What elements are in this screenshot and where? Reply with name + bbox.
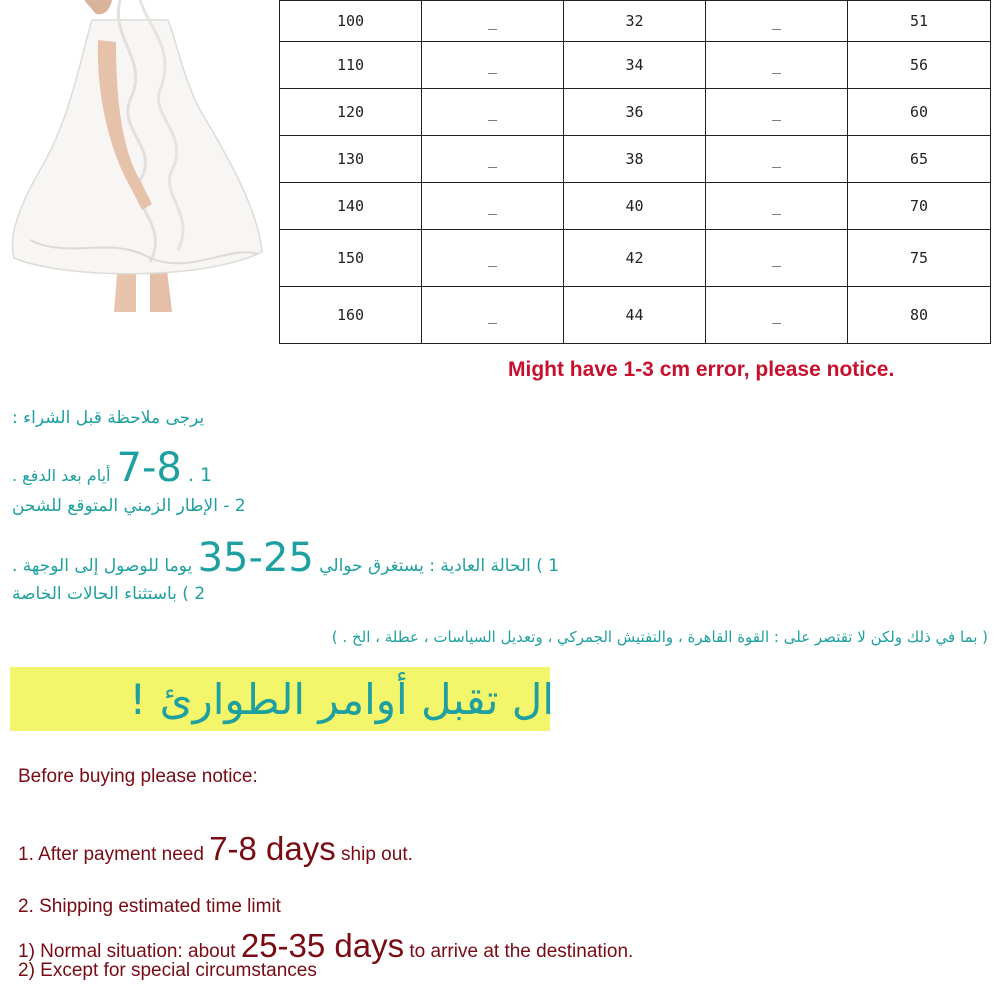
bust-cell: 34 — [564, 42, 706, 89]
no-urgent-orders-banner — [10, 667, 554, 731]
table-row — [280, 136, 991, 183]
arabic-intro: يرجى ملاحظة قبل الشراء : — [12, 408, 205, 428]
arabic-item-2: 2 - الإطار الزمني المتوقع للشحن — [12, 496, 246, 516]
dash-cell: _ — [422, 89, 564, 136]
english-item-2: 2. Shipping estimated time limit — [18, 896, 281, 917]
dash-cell: _ — [706, 89, 848, 136]
table-row — [280, 42, 991, 89]
height-cell: 110 — [280, 42, 422, 89]
height-cell: 120 — [280, 89, 422, 136]
height-cell: 130 — [280, 136, 422, 183]
length-cell: 51 — [848, 1, 991, 42]
dash-cell: _ — [422, 1, 564, 42]
bust-cell: 42 — [564, 230, 706, 287]
dash-cell: _ — [422, 183, 564, 230]
arabic-condition-1-days: 25-35 — [197, 535, 314, 581]
english-condition-1-days: 25-35 days — [240, 927, 405, 964]
english-item-1 — [18, 830, 413, 868]
length-cell: 56 — [848, 42, 991, 89]
dash-cell: _ — [422, 136, 564, 183]
length-cell: 60 — [848, 89, 991, 136]
banner-text: ال تقبل أوامر الطوارئ ! — [129, 674, 554, 724]
english-item-1-days: 7-8 days — [209, 830, 336, 867]
bust-cell: 32 — [564, 1, 706, 42]
arabic-condition-1-suffix: يوما للوصول إلى الوجهة . — [12, 556, 193, 576]
english-item-1-suffix: ship out. — [341, 844, 413, 865]
length-cell: 75 — [848, 230, 991, 287]
english-condition-1-prefix: 1) Normal situation: about — [18, 941, 236, 962]
arabic-item-1 — [12, 445, 213, 491]
arabic-item-1-days: 7-8 — [116, 445, 182, 491]
table-row — [280, 1, 991, 42]
dash-cell: _ — [706, 287, 848, 344]
dash-cell: _ — [706, 183, 848, 230]
length-cell: 65 — [848, 136, 991, 183]
english-item-1-prefix: 1. After payment need — [18, 844, 204, 865]
arabic-condition-1-prefix: 1 ) الحالة العادية : يستغرق حوالي — [319, 556, 560, 576]
arabic-item-1-prefix: 1 . — [187, 464, 213, 486]
bust-cell: 36 — [564, 89, 706, 136]
height-cell: 140 — [280, 183, 422, 230]
bust-cell: 38 — [564, 136, 706, 183]
bust-cell: 44 — [564, 287, 706, 344]
table-row — [280, 183, 991, 230]
length-cell: 70 — [848, 183, 991, 230]
english-condition-1-suffix: to arrive at the destination. — [409, 941, 634, 962]
arabic-condition-1 — [12, 535, 560, 581]
dash-cell: _ — [706, 136, 848, 183]
english-heading: Before buying please notice: — [18, 766, 258, 787]
arabic-item-1-suffix: أيام بعد الدفع . — [12, 466, 111, 485]
error-notice: Might have 1-3 cm error, please notice. — [508, 358, 895, 381]
arabic-condition-2: 2 ) باستثناء الحالات الخاصة — [12, 584, 206, 604]
table-row — [280, 230, 991, 287]
dash-cell: _ — [422, 287, 564, 344]
height-cell: 150 — [280, 230, 422, 287]
height-cell: 100 — [280, 1, 422, 42]
dash-cell: _ — [706, 1, 848, 42]
dash-cell: _ — [706, 230, 848, 287]
height-cell: 160 — [280, 287, 422, 344]
table-row — [280, 89, 991, 136]
size-chart-table — [279, 0, 991, 344]
length-cell: 80 — [848, 287, 991, 344]
dash-cell: _ — [706, 42, 848, 89]
dash-cell: _ — [422, 230, 564, 287]
table-row — [280, 287, 991, 344]
bust-cell: 40 — [564, 183, 706, 230]
product-photo — [0, 0, 272, 312]
arabic-condition-note: ( بما في ذلك ولكن لا تقتصر على : القوة القاهرة ، والتفتيش الجمركي ، وتعديل السياسات ، عطلة ، الخ . ) — [331, 628, 988, 646]
dash-cell: _ — [422, 42, 564, 89]
english-condition-2: 2) Except for special circumstances — [18, 960, 317, 981]
